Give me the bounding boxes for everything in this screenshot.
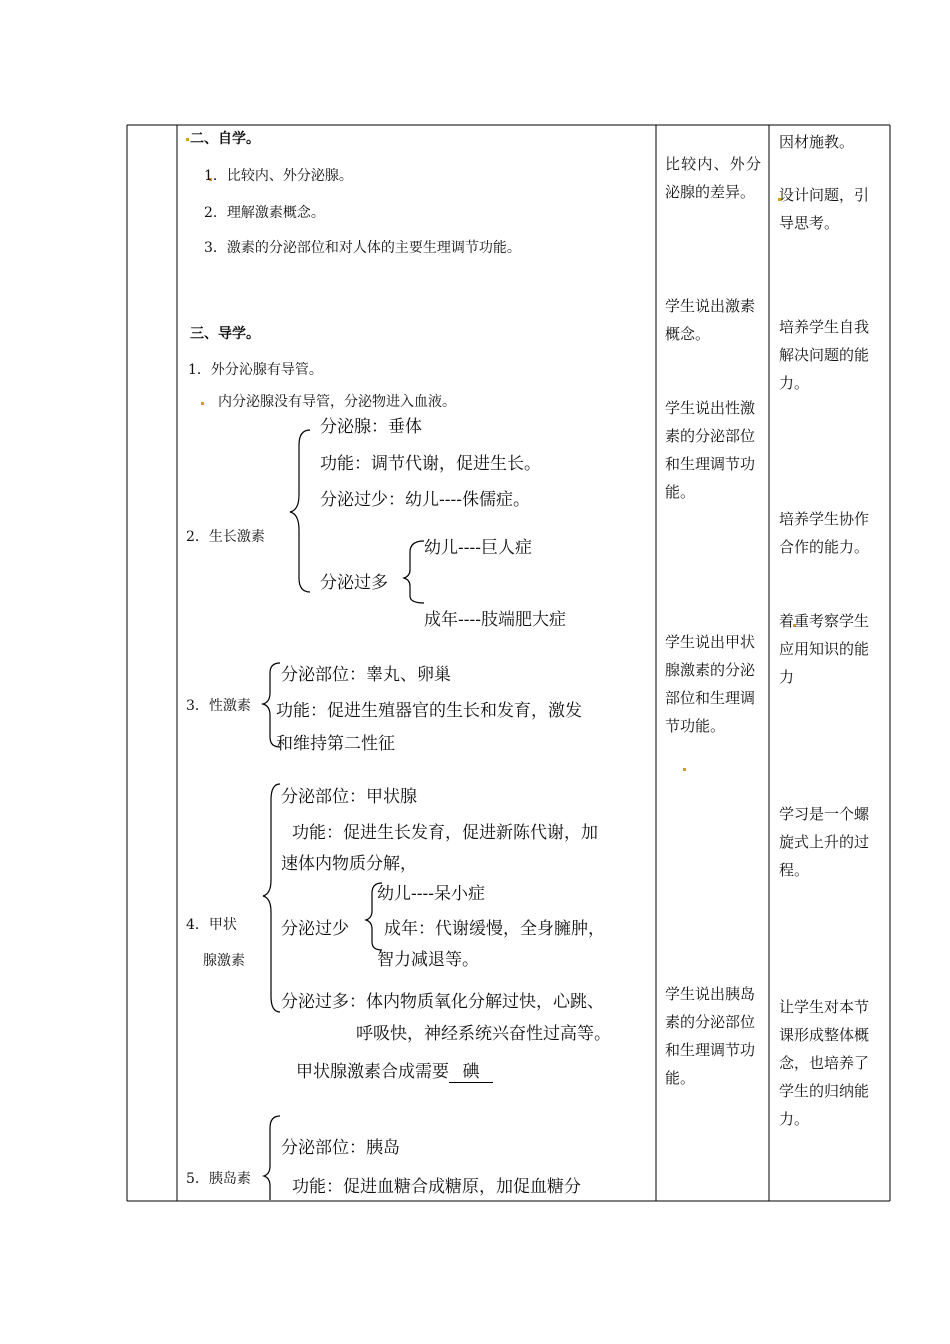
student-activity: 学生说出甲状腺激素的分泌部位和生理调节功能。 (665, 633, 756, 735)
brace-growth-over (404, 541, 424, 603)
sex-function-cont: 和维持第二性征 (276, 734, 395, 754)
thyroid-under-adult: 成年：代谢缓慢，全身臃肿， (384, 919, 605, 939)
brace-insulin (264, 1116, 280, 1200)
self-study-item: 3．激素的分泌部位和对人体的主要生理调节功能。 (204, 240, 521, 256)
sex-label: 3．性激素 (186, 698, 251, 714)
design-intent: 培养学生自我解决问题的能力。 (779, 318, 870, 392)
section-2-heading: 二、自学。 (190, 131, 260, 147)
insulin-function: 功能：促进血糖合成糖原，加促血糖分 (292, 1177, 581, 1197)
thyroid-over: 分泌过多：体内物质氧化分解过快，心跳、 (281, 992, 604, 1012)
thyroid-under-adult-cont: 智力减退等。 (377, 950, 479, 970)
iodine-answer: 碘 (449, 1057, 493, 1083)
thyroid-under: 分泌过少 (281, 919, 349, 939)
growth-over: 分泌过多 (320, 573, 388, 593)
growth-gland: 分泌腺：垂体 (320, 417, 422, 437)
thyroid-under-child: 幼儿----呆小症 (377, 884, 485, 904)
sex-site: 分泌部位：睾丸、卵巢 (281, 665, 451, 685)
growth-over-child: 幼儿----巨人症 (424, 538, 532, 558)
thyroid-label-cont: 腺激素 (203, 953, 245, 969)
self-study-item: 1．比较内、外分泌腺。 (204, 168, 353, 184)
growth-over-adult: 成年----肢端肥大症 (424, 610, 566, 630)
growth-label: 2．生长激素 (186, 529, 265, 545)
thyroid-over-cont: 呼吸快，神经系统兴奋性过高等。 (356, 1024, 611, 1044)
student-activity: 学生说出胰岛素的分泌部位和生理调节功能。 (665, 985, 756, 1087)
thyroid-function-cont: 速体内物质分解， (281, 854, 417, 874)
brace-growth (290, 430, 310, 592)
growth-function: 功能：调节代谢，促进生长。 (320, 454, 541, 474)
insulin-label: 5．胰岛素 (186, 1171, 251, 1187)
exocrine-note: 1．外分沁腺有导管。 (188, 362, 323, 378)
thyroid-site: 分泌部位：甲状腺 (281, 787, 417, 807)
design-intent: 设计问题，引导思考。 (779, 186, 870, 232)
brace-thyroid (263, 784, 280, 1012)
section-3-heading: 三、导学。 (190, 326, 260, 342)
design-intent: 学习是一个螺旋式上升的过程。 (779, 805, 870, 879)
thyroid-function: 功能：促进生长发育，促进新陈代谢，加 (292, 823, 598, 843)
student-activity: 学生说出性激素的分泌部位和生理调节功能。 (665, 399, 756, 501)
mark (201, 402, 204, 405)
sex-function: 功能：促进生殖器官的生长和发育，激发 (276, 701, 582, 721)
insulin-site: 分泌部位：胰岛 (281, 1138, 400, 1158)
iodine-text: 甲状腺激素合成需要 (296, 1062, 449, 1082)
design-intent: 让学生对本节课形成整体概念，也培养了学生的归纳能力。 (779, 998, 870, 1128)
growth-under: 分泌过少：幼儿----侏儒症。 (320, 490, 530, 510)
mark (683, 768, 686, 771)
iodine-line (296, 1057, 493, 1083)
student-activity: 学生说出激素概念。 (665, 297, 756, 343)
endocrine-note: 内分泌腺没有导管，分泌物进入血液。 (218, 394, 456, 410)
design-intent: 因材施教。 (779, 133, 855, 151)
mark (186, 138, 189, 141)
design-intent: 着重考察学生应用知识的能力 (779, 612, 870, 686)
thyroid-label: 4．甲状 (186, 917, 237, 933)
student-activity: 比较内、外分泌腺的差异。 (665, 155, 761, 201)
self-study-item: 2．理解激素概念。 (204, 205, 325, 221)
design-intent: 培养学生协作合作的能力。 (779, 510, 870, 556)
